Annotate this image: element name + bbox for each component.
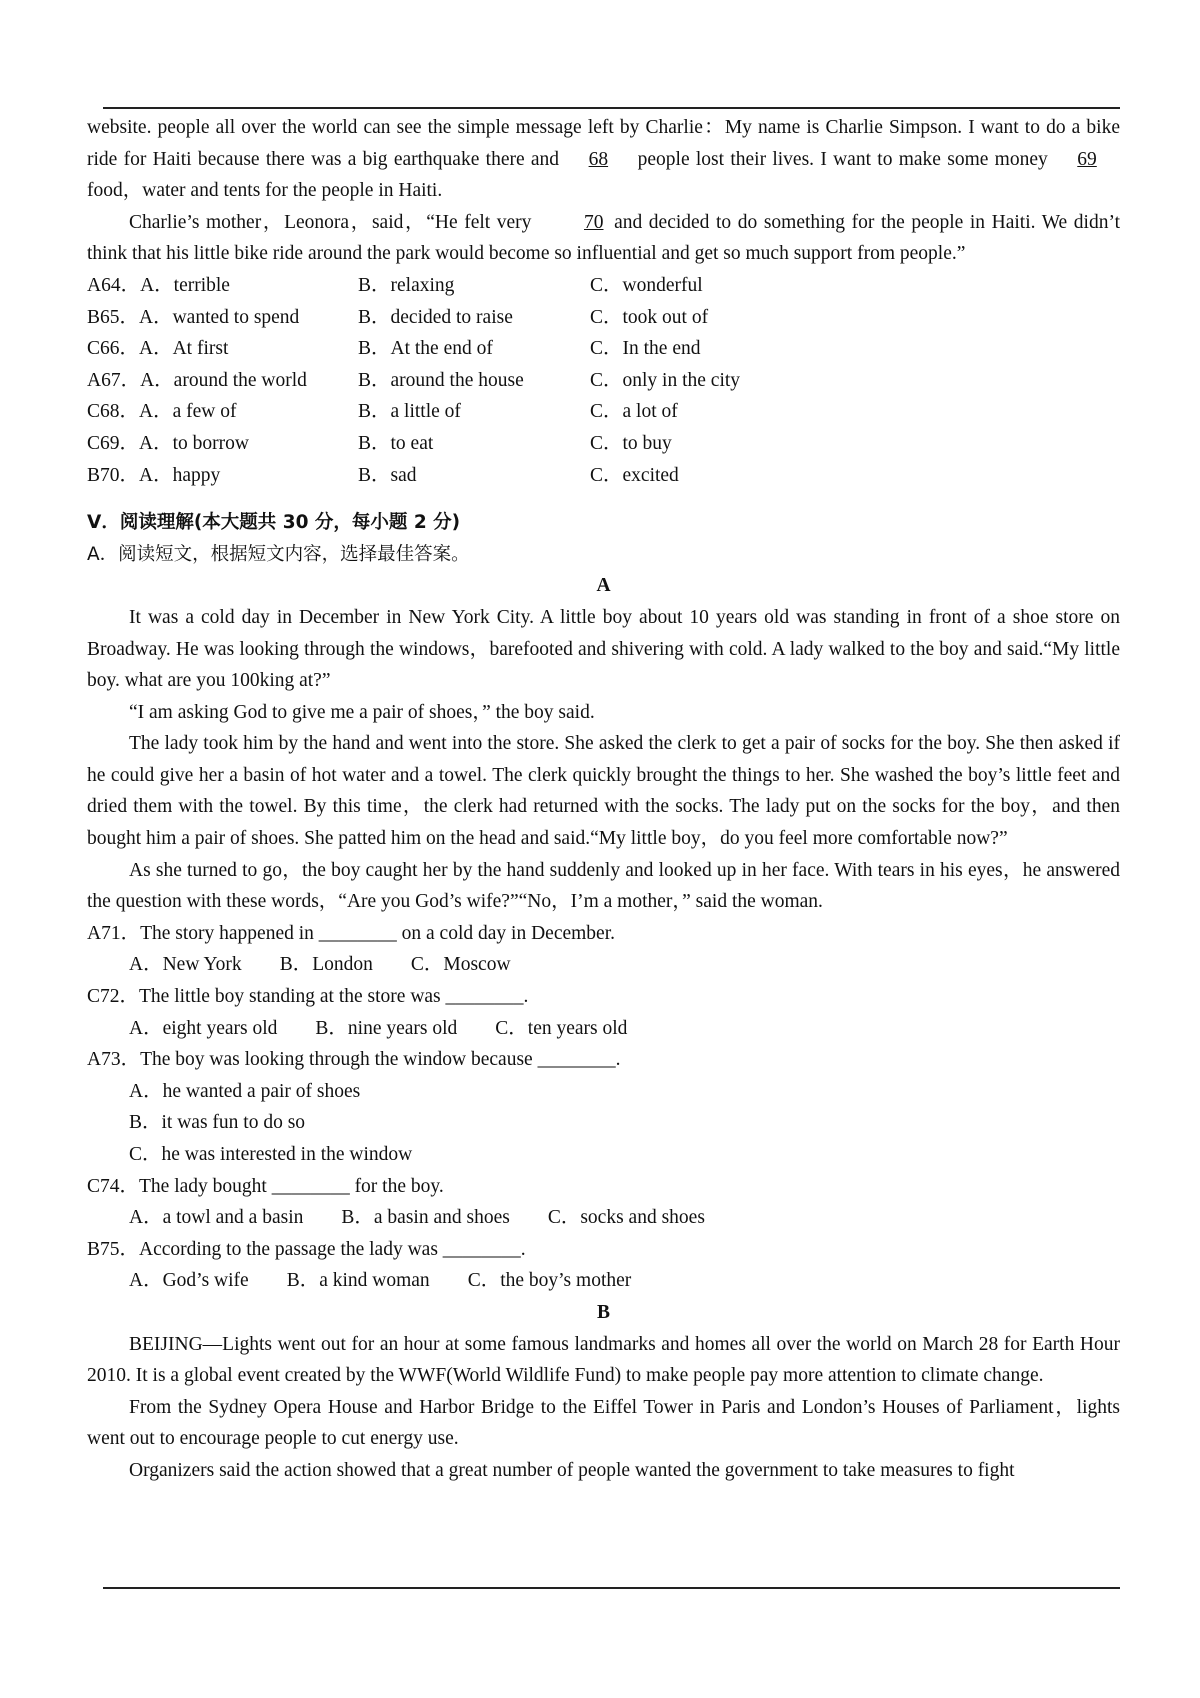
passage-b-paragraph: From the Sydney Opera House and Harbor Bridge to the Eiffel Tower in Paris and London’s Houses of Parliament，lights went out to encourage people to cut energy use.	[87, 1396, 1120, 1450]
passage-b-paragraph: BEIJING—Lights went out for an hour at some famous landmarks and homes all over the world on March 28 for Earth Hour 2010. It is a global event created by the WWF(World Wildlife Fund) to make people pay more attention to climate change.	[87, 1333, 1120, 1387]
section-title: Ⅴ．阅读理解(本大题共 30 分，每小题 2 分)	[87, 512, 461, 534]
option-row-69: C69．A．to borrow B．to eat C．to buy	[87, 432, 672, 454]
blank-69: 69	[1077, 148, 1097, 170]
page-content	[87, 112, 1120, 1487]
option-row-66: C66．A．At first B．At the end of C．In the end	[87, 338, 701, 360]
question-72-choices	[87, 1013, 1120, 1045]
passage-a-paragraph: The lady took him by the hand and went into the store. She asked the clerk to get a pair of socks for the boy. She then asked if he could give her a basin of hot water and a towel. The clerk quickly brought the things to her. She washed the boy’s little feet and dried them with the towel. By this time，the clerk had returned with the socks. The lady put on the socks for the boy，and then bought him a pair of shoes. She patted him on the head and said.“My little boy，do you feel more comfortable now?”	[87, 733, 1120, 850]
passage-b-paragraph: Organizers said the action showed that a great number of people wanted the government to take measures to fight	[129, 1459, 1015, 1481]
choice: A．God’s wife	[129, 1270, 249, 1292]
choice: B．a basin and shoes	[341, 1207, 510, 1229]
question-74-choices	[87, 1202, 1120, 1234]
passage-b-heading: B	[596, 1301, 610, 1323]
choice: C．he was interested in the window	[129, 1144, 413, 1165]
passage-a-heading: A	[596, 575, 611, 597]
choice: A．he wanted a pair of shoes	[129, 1080, 361, 1102]
cloze-options	[87, 270, 1120, 491]
question-75-choices	[87, 1265, 1120, 1297]
choice: B．a kind woman	[286, 1270, 430, 1292]
choice: B．nine years old	[315, 1017, 458, 1039]
question-74: C74．The lady bought ________ for the boy.	[87, 1175, 444, 1197]
choice: A．New York	[129, 954, 242, 976]
blank-70: 70	[584, 211, 604, 233]
bottom-rule	[103, 1587, 1120, 1589]
question-71-choices	[87, 949, 1120, 981]
option-row-64: A64．A．terrible B．relaxing C．wonderful	[87, 274, 703, 296]
question-72: C72．The little boy standing at the store was ________.	[87, 986, 529, 1008]
blank-68: 68	[588, 148, 609, 170]
question-73: A73．The boy was looking through the window because ________.	[87, 1049, 621, 1071]
passage-a-paragraph: “I am asking God to give me a pair of shoes，” the boy said.	[129, 701, 595, 723]
choice: C．Moscow	[410, 954, 511, 976]
section-instruction: A．阅读短文，根据短文内容，选择最佳答案。	[87, 543, 470, 565]
choice: C．ten years old	[495, 1017, 628, 1039]
cloze-paragraph-1: website. people all over the world can see the simple message left by Charlie：My name is Charlie Simpson. I want to do a bike ride for Haiti because there was a big earthquake there and 68 people lost their lives. I want to make some money 69 food，water and tents for the people in Haiti.	[87, 117, 1120, 202]
option-row-70: B70．A．happy B．sad C．excited	[87, 464, 679, 486]
choice: B．London	[279, 954, 373, 976]
question-71: A71．The story happened in ________ on a cold day in December.	[87, 922, 615, 944]
cloze-paragraph-2: Charlie’s mother，Leonora，said，“He felt very 70 and decided to do something for the people in Haiti. We didn’t think that his little bike ride around the park would become so influential and get so much support from people.”	[87, 207, 1120, 270]
choice: A．eight years old	[129, 1017, 278, 1039]
choice: C．socks and shoes	[547, 1207, 705, 1229]
option-row-67: A67．A．around the world B．around the house C．only in the city	[87, 369, 741, 391]
option-row-65: B65．A．wanted to spend B．decided to raise C．took out of	[87, 306, 709, 328]
option-row-68: C68．A．a few of B．a little of C．a lot of	[87, 401, 678, 423]
passage-a-paragraph: As she turned to go，the boy caught her by the hand suddenly and looked up in her face. With tears in his eyes，he answered the question with these words，“Are you God’s wife?”“No，I’m a mother，” said the woman.	[87, 859, 1120, 913]
choice: C．the boy’s mother	[467, 1270, 632, 1292]
question-75: B75．According to the passage the lady was ________.	[87, 1238, 526, 1260]
choice: B．it was fun to do so	[129, 1112, 306, 1134]
passage-a-paragraph: It was a cold day in December in New York City. A little boy about 10 years old was standing in front of a shoe store on Broadway. He was looking through the windows，barefooted and shivering with cold. A lady walked to the boy and said.“My little boy. what are you 100king at?”	[87, 606, 1120, 692]
top-rule	[103, 107, 1120, 109]
choice: A．a towl and a basin	[129, 1207, 304, 1229]
